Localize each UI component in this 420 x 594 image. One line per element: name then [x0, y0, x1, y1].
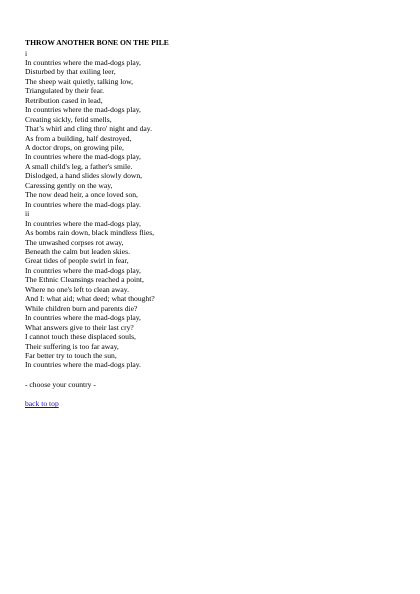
poem-line: The Ethnic Cleansings reached a point,: [25, 275, 144, 285]
poem-line: The sheep wait quietly, talking low,: [25, 76, 134, 86]
poem-line: In countries where the mad-dogs play,: [25, 105, 141, 115]
poem-line: In countries where the mad-dogs play,: [25, 218, 141, 228]
poem-line: And I: what aid; what deed; what thought?: [25, 294, 155, 304]
poem-line: Retribution cased in lead,: [25, 95, 103, 105]
poem-line: Creating sickly, fetid smells,: [25, 114, 112, 124]
poem-line: Their suffering is too far away,: [25, 341, 119, 351]
poem-line: i: [25, 48, 28, 58]
poem-line: In countries where the mad-dogs play,: [25, 265, 141, 275]
poem-line: That’s whirl and cling thro' night and day.: [25, 124, 152, 134]
back-to-top-link[interactable]: back to top: [25, 399, 59, 409]
poem-line: Great tides of people swirl in fear,: [25, 256, 129, 266]
poem-line: The unwashed corpses rot away,: [25, 237, 124, 247]
poem-line: In countries where the mad-dogs play,: [25, 57, 141, 67]
poem-line: Dislodged, a hand slides slowly down,: [25, 171, 143, 181]
poem-line: Triangulated by their fear.: [25, 86, 105, 96]
poem-line: While children burn and parents die?: [25, 303, 138, 313]
poem-line: In countries where the mad-dogs play.: [25, 199, 141, 209]
poem-line: Beneath the calm but leaden skies.: [25, 247, 131, 257]
poem-line: Far better try to touch the sun,: [25, 351, 117, 360]
poem-line: The now dead heir, a once loved son,: [25, 190, 138, 200]
poem-line: As from a building, half destroyed,: [25, 133, 132, 143]
poem-line: A small child's leg, a father's smile.: [25, 161, 133, 171]
poem-line: Where no one's left to clean away.: [25, 284, 129, 294]
poem-line: In countries where the mad-dogs play.: [25, 360, 141, 370]
poem-line: What answers give to their last cry?: [25, 322, 134, 332]
poem-body: [25, 49, 420, 370]
poem-line: ii: [25, 209, 30, 219]
poem-line: I cannot touch these displaced souls,: [25, 332, 136, 342]
poem-line: A doctor drops, on growing pile,: [25, 143, 124, 153]
poem-line: As bombs rain down, black mindless flies,: [25, 228, 155, 238]
footer-note: - choose your country -: [25, 379, 96, 389]
poem-line: Caressing gently on the way,: [25, 180, 113, 190]
poem-line: Disturbed by that exiling leer,: [25, 67, 116, 77]
poem-line: In countries where the mad-dogs play,: [25, 313, 141, 323]
poem-title: THROW ANOTHER BONE ON THE PILE: [25, 38, 169, 47]
poem-line: In countries where the mad-dogs play,: [25, 152, 141, 162]
